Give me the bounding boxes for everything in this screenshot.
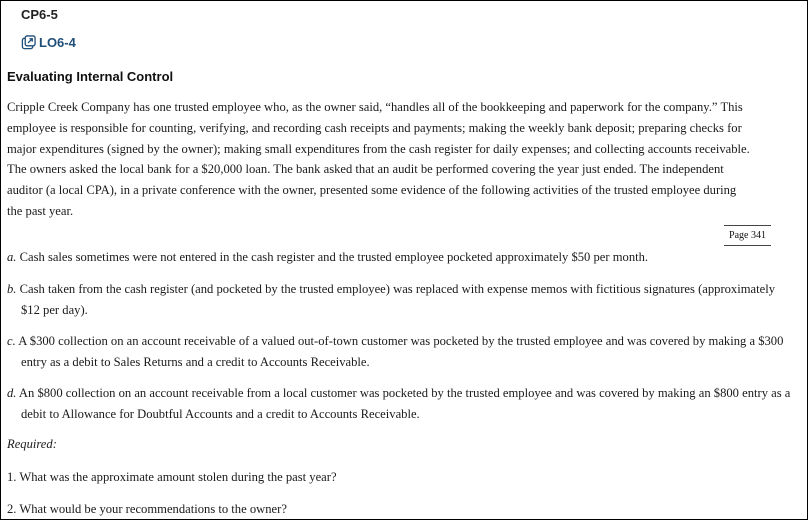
- page-reference: Page 341: [724, 225, 771, 246]
- item-letter: a.: [7, 250, 17, 264]
- list-item-b: [7, 279, 791, 320]
- item-text: Cash sales sometimes were not entered in the cash register and the trusted employee pocketed approximately $50 per month.: [19, 250, 649, 264]
- problem-code: CP6-5: [21, 7, 58, 22]
- learning-objective-link[interactable]: [21, 35, 76, 50]
- required-label: Required:: [7, 437, 57, 451]
- list-item-a: [7, 247, 791, 268]
- question-2: 2. What would be your recommendations to the owner?: [7, 502, 287, 516]
- item-letter: c.: [7, 334, 16, 348]
- item-letter: b.: [7, 282, 17, 296]
- item-text: Cash taken from the cash register (and pocketed by the trusted employee) was replaced with expense memos with fictitious signatures (approximately $12 per day).: [19, 282, 776, 317]
- question-1: 1. What was the approximate amount stolen during the past year?: [7, 470, 337, 484]
- external-link-icon: [21, 35, 36, 50]
- problem-intro: Cripple Creek Company has one trusted employee who, as the owner said, “handles all of the bookkeeping and paperwork for the company.” This employee is responsible for counting, verifying, and recording cash receipts and payments; making the weekly bank deposit; preparing checks for major expenditures (signed by the owner); making small expenditures from the cash register for daily expenses; and collecting accounts receivable. The owners asked the local bank for a $20,000 loan. The bank asked that an audit be performed covering the year just ended. The independent auditor (a local CPA), in a private conference with the owner, presented some evidence of the following activities of the trusted employee during the past year.: [7, 100, 750, 218]
- item-text: A $300 collection on an account receivable of a valued out-of-town customer was pocketed by the trusted employee and was covered by making a $300 entry as a debit to Sales Returns and a credit to Accounts Receivable.: [18, 334, 784, 369]
- learning-objective-label: LO6-4: [39, 35, 76, 50]
- list-item-d: [7, 383, 791, 424]
- item-text: An $800 collection on an account receivable from a local customer was pocketed by the trusted employee and was covered by making an $800 entry as a debit to Allowance for Doubtful Accounts and a credit to Accounts Receivable.: [18, 386, 791, 421]
- problem-title: Evaluating Internal Control: [7, 69, 174, 84]
- list-item-c: [7, 331, 791, 372]
- item-letter: d.: [7, 386, 17, 400]
